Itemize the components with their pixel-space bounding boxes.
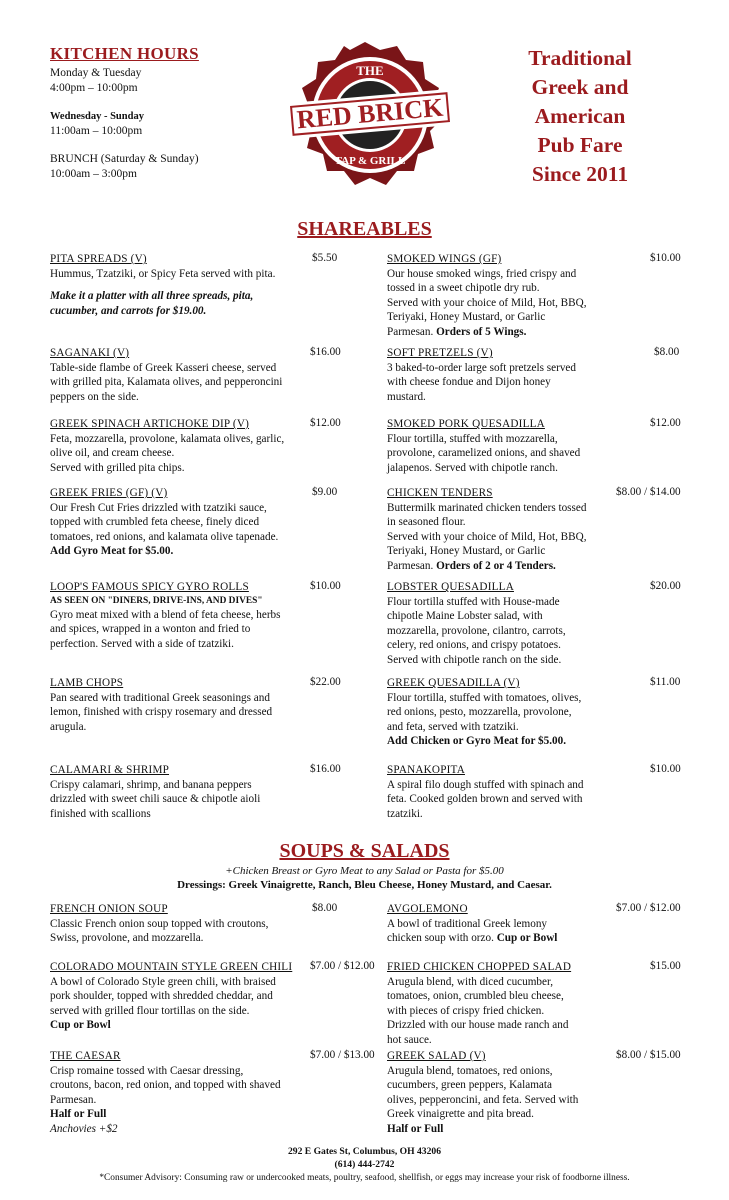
item-price: $7.00 / $13.00: [310, 1049, 375, 1061]
item-desc: with cheese fondue and Dijon honey: [387, 376, 551, 389]
hours-line: 10:00am – 3:00pm: [50, 168, 137, 180]
item-desc: Crispy calamari, shrimp, and banana peppers: [50, 778, 252, 791]
menu-item: [387, 580, 566, 668]
item-desc: Served with grilled pita chips.: [50, 461, 185, 474]
item-desc: Arugula blend, tomatoes, red onions,: [387, 1064, 553, 1077]
item-desc: Parmesan.: [50, 1093, 97, 1106]
item-price: $16.00: [310, 346, 341, 358]
item-desc: Teriyaki, Honey Mustard, or Garlic: [387, 545, 546, 558]
item-name: PITA SPREADS (V): [50, 253, 147, 265]
menu-item: [50, 486, 278, 559]
item-price: $9.00: [312, 486, 338, 498]
item-desc: mozzarella, provolone, cilantro, carrots,: [387, 624, 566, 637]
item-name: LOOP'S FAMOUS SPICY GYRO ROLLS: [50, 581, 249, 593]
item-size-option: Half or Full: [387, 1122, 444, 1135]
item-desc: croutons, bacon, red onion, and topped with shaved: [50, 1079, 281, 1092]
item-desc: peppers on the side.: [50, 390, 139, 403]
tagline: [500, 44, 660, 189]
tagline-line: Greek and: [531, 75, 629, 99]
item-price: $16.00: [310, 763, 341, 775]
kitchen-hours-title: KITCHEN HOURS: [50, 44, 199, 63]
item-desc: provolone, caramelized onions, and shaved: [387, 447, 581, 460]
item-desc: Gyro meat mixed with a blend of feta cheese, herbs: [50, 608, 281, 621]
item-desc: and feta, served with tzatziki.: [387, 720, 519, 733]
item-name: COLORADO MOUNTAIN STYLE GREEN CHILI: [50, 961, 293, 973]
item-desc: 3 baked-to-order large soft pretzels served: [387, 361, 576, 374]
item-desc: in seasoned flour.: [387, 516, 466, 529]
menu-item: [50, 960, 292, 1033]
item-name: SMOKED WINGS (GF): [387, 253, 502, 265]
item-name: FRENCH ONION SOUP: [50, 903, 168, 915]
tagline-line: Pub Fare: [537, 133, 623, 157]
item-size-option: Half or Full: [50, 1108, 107, 1121]
salad-addon-note: +Chicken Breast or Gyro Meat to any Salad or Pasta for $5.00: [225, 865, 504, 877]
item-name: AVGOLEMONO: [387, 903, 468, 915]
item-price: $8.00: [312, 902, 338, 914]
item-name: FRIED CHICKEN CHOPPED SALAD: [387, 961, 572, 973]
item-price: $10.00: [310, 580, 341, 592]
item-desc: Flour tortilla, stuffed with mozzarella,: [387, 432, 558, 445]
item-desc: lemon, finished with crispy rosemary and dressed: [50, 706, 273, 719]
item-desc: mustard.: [387, 390, 426, 403]
item-addon: Add Gyro Meat for $5.00.: [50, 545, 174, 558]
item-desc: Our Fresh Cut Fries drizzled with tzatziki sauce,: [50, 501, 267, 514]
item-name: GREEK SALAD (V): [387, 1050, 486, 1062]
item-desc: with grilled pita, Kalamata olives, and pepperoncini: [50, 376, 283, 389]
item-name: CALAMARI & SHRIMP: [50, 764, 170, 776]
item-name: SAGANAKI (V): [50, 347, 130, 359]
item-desc: pork shoulder, topped with shredded cheddar, and: [50, 990, 273, 1003]
menu-item: [387, 417, 580, 475]
item-desc: Table-side flambe of Greek Kasseri cheese, served: [50, 361, 277, 374]
item-name: SPANAKOPITA: [387, 764, 465, 776]
item-desc: chicken soup with orzo.: [387, 932, 497, 945]
hours-line: Monday & Tuesday: [50, 67, 142, 79]
item-desc: hot sauce.: [387, 1033, 432, 1046]
item-subtitle: AS SEEN ON "DINERS, DRIVE-INS, AND DIVES": [50, 595, 263, 606]
menu-item: [387, 763, 583, 821]
item-desc: topped with crumbled feta cheese, finely diced: [50, 516, 260, 529]
item-desc: and spices, wrapped in a wonton and fried to: [50, 623, 251, 636]
item-desc: Swiss, provolone, and mozzarella.: [50, 932, 204, 945]
menu-item: [50, 580, 281, 651]
item-price: $12.00: [310, 417, 341, 429]
item-desc: tomatoes, onion, crumbled bleu cheese,: [387, 990, 564, 1003]
phone: (614) 444-2742: [334, 1159, 395, 1170]
item-size-option: Cup or Bowl: [50, 1019, 111, 1032]
item-price: $8.00 / $15.00: [616, 1049, 681, 1061]
hours-line: 11:00am – 10:00pm: [50, 125, 143, 137]
item-desc: olives, pepperoncini, and feta. Served with: [387, 1093, 579, 1106]
menu-item: [387, 1049, 578, 1137]
item-desc: finished with scallions: [50, 807, 151, 820]
menu-item: [387, 902, 557, 946]
tagline-line: Since 2011: [531, 162, 629, 186]
item-name: GREEK QUESADILLA (V): [387, 677, 520, 689]
item-name: LOBSTER QUESADILLA: [387, 581, 514, 593]
item-price: $12.00: [650, 417, 681, 429]
item-desc: Crisp romaine tossed with Caesar dressing,: [50, 1064, 244, 1077]
item-desc: A bowl of traditional Greek lemony: [387, 917, 548, 930]
logo-top-text: THE: [356, 63, 384, 78]
item-price: $22.00: [310, 676, 341, 688]
item-price: $10.00: [650, 763, 681, 775]
item-name: CHICKEN TENDERS: [387, 487, 493, 499]
menu-item: [387, 676, 581, 749]
item-desc: Buttermilk marinated chicken tenders tossed: [387, 501, 587, 514]
item-price: $7.00 / $12.00: [310, 960, 375, 972]
item-desc: Greek vinaigrette and pita bread.: [387, 1108, 534, 1121]
item-price: $10.00: [650, 252, 681, 264]
item-order-size: Orders of 5 Wings.: [436, 325, 527, 338]
menu-item: [387, 346, 576, 404]
item-desc: feta. Cooked golden brown and served with: [387, 793, 583, 806]
item-addon: Add Chicken or Gyro Meat for $5.00.: [387, 735, 566, 748]
item-price: $7.00 / $12.00: [616, 902, 681, 914]
item-price: $11.00: [650, 676, 681, 688]
item-desc: tzatziki.: [387, 807, 423, 820]
item-desc: Feta, mozzarella, provolone, kalamata olives, garlic,: [50, 432, 285, 445]
item-addon: Anchovies +$2: [50, 1122, 118, 1135]
item-order-size: Orders of 2 or 4 Tenders.: [436, 559, 556, 572]
menu-item: [387, 486, 587, 574]
hours-line: BRUNCH (Saturday & Sunday): [50, 153, 199, 165]
item-name: THE CAESAR: [50, 1050, 121, 1062]
item-desc: A spiral filo dough stuffed with spinach and: [387, 778, 584, 791]
logo-bottom-text: TAP & GRILL: [334, 155, 406, 167]
item-desc: Served with your choice of Mild, Hot, BBQ,: [387, 530, 587, 543]
item-price: $5.50: [312, 252, 338, 264]
item-price: $8.00 / $14.00: [616, 486, 681, 498]
item-desc: Drizzled with our house made ranch and: [387, 1019, 569, 1032]
item-name: SMOKED PORK QUESADILLA: [387, 418, 545, 430]
dressings-note: Dressings: Greek Vinaigrette, Ranch, Bleu Cheese, Honey Mustard, and Caesar.: [177, 879, 552, 891]
address: 292 E Gates St, Columbus, OH 43206: [288, 1146, 441, 1157]
item-desc: Our house smoked wings, fried crispy and: [387, 267, 577, 280]
menu-item: [387, 960, 571, 1048]
hours-line: Wednesday - Sunday: [50, 111, 144, 122]
item-desc: arugula.: [50, 720, 87, 733]
item-desc: A bowl of Colorado Style green chili, with braised: [50, 975, 276, 988]
hours-line: 4:00pm – 10:00pm: [50, 82, 138, 94]
menu-item: [50, 1049, 281, 1137]
consumer-advisory: *Consumer Advisory: Consuming raw or undercooked meats, poultry, seafood, shellfish, or eggs may increase your risk of foodborne illness.: [99, 1173, 630, 1183]
tagline-line: Traditional: [528, 46, 632, 70]
item-desc: Served with your choice of Mild, Hot, BBQ,: [387, 296, 587, 309]
item-desc: Served with chipotle ranch on the side.: [387, 653, 562, 666]
item-price: $20.00: [650, 580, 681, 592]
item-desc: chipotle Maine Lobster salad, with: [387, 610, 543, 623]
menu-item: [50, 346, 282, 404]
item-desc: celery, red onions, and crispy potatoes.: [387, 639, 561, 652]
item-note: Make it a platter with all three spreads, pita,: [50, 290, 254, 303]
item-desc: olive oil, and cream cheese.: [50, 447, 175, 460]
menu-item: [387, 252, 587, 340]
item-name: SOFT PRETZELS (V): [387, 347, 493, 359]
logo-main-text: RED BRICK: [295, 92, 445, 135]
item-name: GREEK FRIES (GF) (V): [50, 487, 168, 499]
item-desc: drizzled with sweet chili sauce & chipotle aioli: [50, 793, 261, 806]
item-desc: red onions, pesto, mozzarella, provolone,: [387, 706, 572, 719]
item-desc: Hummus, Tzatziki, or Spicy Feta served with pita.: [50, 267, 276, 280]
item-name: GREEK SPINACH ARTICHOKE DIP (V): [50, 418, 250, 430]
item-desc: tossed in a sweet chipotle dry rub.: [387, 282, 540, 295]
shareables-title: SHAREABLES: [297, 218, 432, 240]
tagline-line: American: [534, 104, 626, 128]
item-size-option: Cup or Bowl: [496, 932, 558, 945]
item-desc: Arugula blend, with diced cucumber,: [387, 975, 554, 988]
menu-item: [50, 902, 268, 946]
soups-salads-title: SOUPS & SALADS: [279, 840, 450, 862]
item-desc: cucumbers, green peppers, Kalamata: [387, 1079, 552, 1092]
item-desc: jalapenos. Served with chipotle ranch.: [387, 461, 558, 474]
item-desc: Flour tortilla, stuffed with tomatoes, olives,: [387, 691, 582, 704]
kitchen-hours: [50, 66, 199, 182]
item-desc: perfection. Served with a side of tzatziki.: [50, 637, 234, 650]
item-desc: Classic French onion soup topped with croutons,: [50, 917, 269, 930]
item-desc: Pan seared with traditional Greek seasonings and: [50, 691, 270, 704]
menu-item: [50, 676, 272, 734]
item-desc: Parmesan.: [387, 559, 437, 572]
item-price: $8.00: [654, 346, 680, 358]
item-desc: with pieces of crispy fried chicken.: [387, 1004, 545, 1017]
red-brick-logo: [280, 40, 450, 195]
item-desc: served with grilled flour tortillas on the side.: [50, 1004, 250, 1017]
item-desc: tomatoes, red onions, and kalamata olive tapenade.: [50, 530, 279, 543]
menu-item: [50, 417, 284, 475]
item-desc: Flour tortilla stuffed with House-made: [387, 595, 560, 608]
item-price: $15.00: [650, 960, 681, 972]
item-desc: Teriyaki, Honey Mustard, or Garlic: [387, 311, 546, 324]
menu-item: [50, 763, 260, 821]
menu-item: [50, 252, 275, 318]
item-note: cucumber, and carrots for $19.00.: [50, 304, 207, 317]
item-desc: Parmesan.: [387, 325, 437, 338]
item-name: LAMB CHOPS: [50, 677, 124, 689]
